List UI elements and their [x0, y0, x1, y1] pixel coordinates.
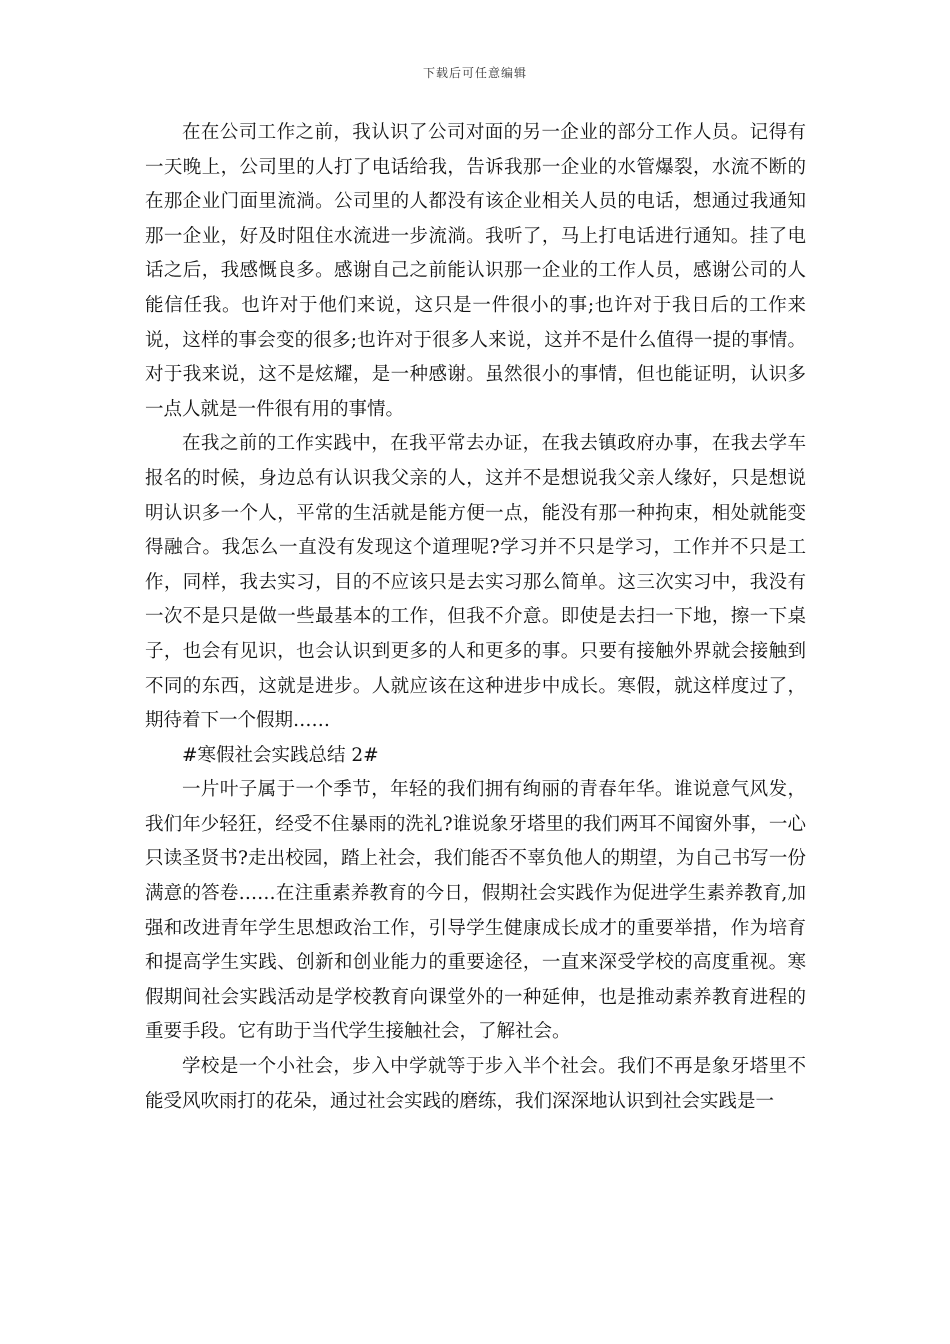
paragraph-3: 一片叶子属于一个季节，年轻的我们拥有绚丽的青春年华。谁说意气风发，我们年少轻狂，经受不住暴雨的洗礼?谁说象牙塔里的我们两耳不闻窗外事，一心只读圣贤书?走出校园，踏上社会，我们能否不辜负他人的期望，为自己书写一份满意的答卷……在注重素养教育的今日，假期社会实践作为促进学生素养教育,加强和改进青年学生思想政治工作，引导学生健康成长成才的重要举措，作为培育和提高学生实践、创新和创业能力的重要途径，一直来深受学校的高度重视。寒假期间社会实践活动是学校教育向课堂外的一种延伸，也是推动素养教育进程的重要手段。它有助于当代学生接触社会，了解社会。 — [145, 779, 806, 1043]
paragraph-4: 学校是一个小社会，步入中学就等于步入半个社会。我们不再是象牙塔里不能受风吹雨打的花朵，通过社会实践的磨练，我们深深地认识到社会实践是一 — [145, 1056, 806, 1112]
header-note: 下载后可任意编辑 — [422, 66, 527, 80]
section-heading: #寒假社会实践总结 2# — [182, 744, 379, 766]
document-body — [145, 116, 806, 1119]
paragraph-1: 在在公司工作之前，我认识了公司对面的另一企业的部分工作人员。记得有一天晚上，公司里的人打了电话给我，告诉我那一企业的水管爆裂，水流不断的在那企业门面里流淌。公司里的人都没有该企业相关人员的电话，想通过我通知那一企业，好及时阻住水流进一步流淌。我听了，马上打电话进行通知。挂了电话之后，我感慨良多。感谢自己之前能认识那一企业的工作人员，感谢公司的人能信任我。也许对于他们来说，这只是一件很小的事;也许对于我日后的工作来说，这样的事会变的很多;也许对于很多人来说，这并不是什么值得一提的事情。对于我来说，这不是炫耀，是一种感谢。虽然很小的事情，但也能证明，认识多一点人就是一件很有用的事情。 — [145, 122, 806, 420]
paragraph-2: 在我之前的工作实践中，在我平常去办证，在我去镇政府办事，在我去学车报名的时候，身边总有认识我父亲的人，这并不是想说我父亲人缘好，只是想说明认识多一个人，平常的生活就是能方便一点，能没有那一种拘束，相处就能变得融合。我怎么一直没有发现这个道理呢?学习并不只是学习，工作并不只是工作，同样，我去实习，目的不应该只是去实习那么简单。这三次实习中，我没有一次不是只是做一些最基本的工作，但我不介意。即使是去扫一下地，擦一下桌子，也会有见识，也会认识到更多的人和更多的事。只要有接触外界就会接触到不同的东西，这就是进步。人就应该在这种进步中成长。寒假，就这样度过了，期待着下一个假期…… — [145, 433, 806, 732]
